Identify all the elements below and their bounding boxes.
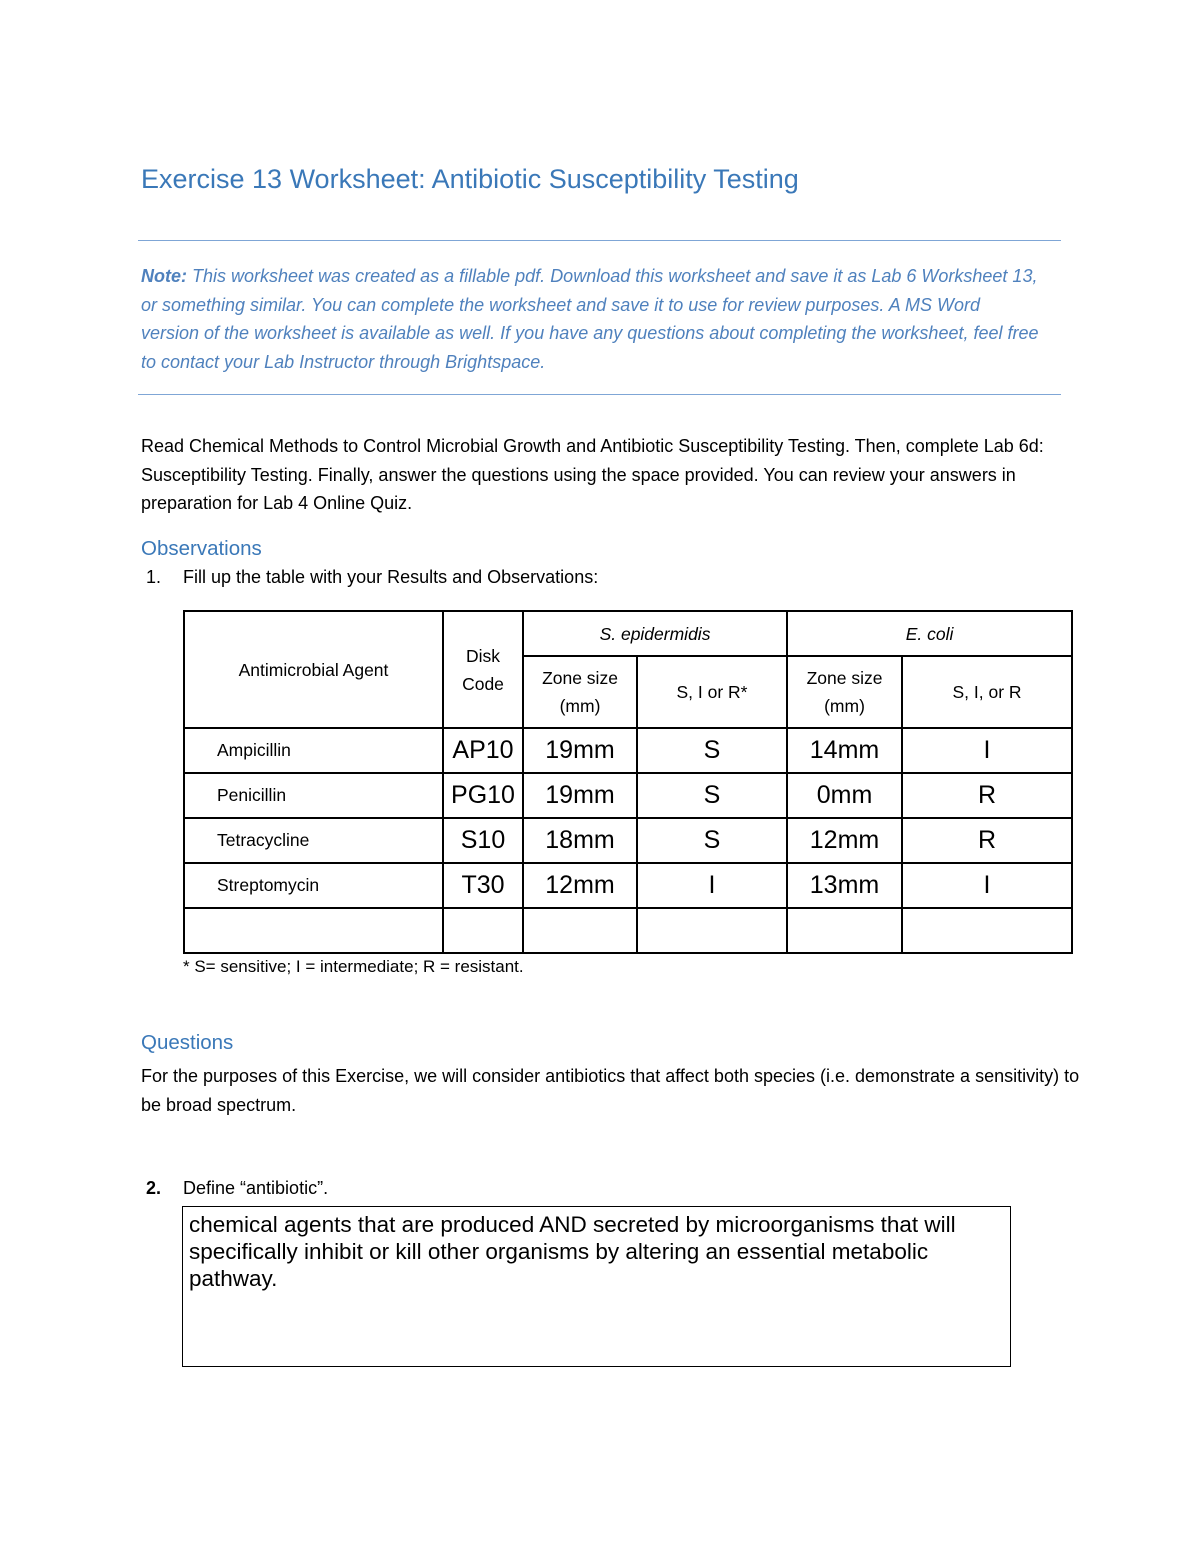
- table-row-empty: [184, 908, 1072, 953]
- table-row: [184, 818, 1072, 863]
- zone-size-2-field[interactable]: 13mm: [787, 863, 902, 908]
- empty-disk-code-field[interactable]: [443, 908, 523, 953]
- page-title: Exercise 13 Worksheet: Antibiotic Susceptibility Testing: [141, 164, 799, 194]
- empty-sir-1-field[interactable]: [637, 908, 787, 953]
- header-species-2: E. coli: [787, 611, 1072, 656]
- divider-top: [138, 240, 1061, 241]
- table-header-row: [184, 611, 1072, 656]
- zone-size-1-field[interactable]: 19mm: [523, 728, 637, 773]
- zone-size-1-field[interactable]: 12mm: [523, 863, 637, 908]
- note-text: This worksheet was created as a fillable pdf. Download this worksheet and save it as Lab 6 Worksheet 13, or something similar. You can complete the worksheet and save it to use for review purposes. A MS Word version of the worksheet is available as well. If you have any questions about completing the worksheet, feel free to contact your Lab Instructor through Brightspace.: [141, 266, 1039, 372]
- table-row: [184, 863, 1072, 908]
- question-2-answer-field[interactable]: chemical agents that are produced AND secreted by microorganisms that will specifically inhibit or kill other organisms by altering an essential metabolic pathway.: [182, 1206, 1011, 1367]
- question-2-text: Define “antibiotic”.: [183, 1178, 329, 1198]
- zone-size-2-field[interactable]: 0mm: [787, 773, 902, 818]
- sir-1-field[interactable]: I: [637, 863, 787, 908]
- sir-1-field[interactable]: S: [637, 818, 787, 863]
- header-zone-size-1: Zone size (mm): [523, 656, 637, 728]
- header-disk-code: Disk Code: [443, 611, 523, 728]
- zone-size-1-field[interactable]: 18mm: [523, 818, 637, 863]
- empty-agent-field[interactable]: [184, 908, 443, 953]
- header-zone-size-2: Zone size (mm): [787, 656, 902, 728]
- observations-heading: Observations: [141, 537, 262, 560]
- sir-2-field[interactable]: I: [902, 863, 1072, 908]
- question-2: [146, 1178, 328, 1199]
- empty-sir-2-field[interactable]: [902, 908, 1072, 953]
- agent-cell: Streptomycin: [184, 863, 443, 908]
- questions-heading: Questions: [141, 1031, 234, 1054]
- table-row: [184, 773, 1072, 818]
- note-paragraph: [141, 262, 1041, 376]
- sir-1-field[interactable]: S: [637, 773, 787, 818]
- header-species-1: S. epidermidis: [523, 611, 787, 656]
- sir-2-field[interactable]: R: [902, 818, 1072, 863]
- agent-cell: Tetracycline: [184, 818, 443, 863]
- disk-code-field[interactable]: PG10: [443, 773, 523, 818]
- sir-1-field[interactable]: S: [637, 728, 787, 773]
- results-table: [183, 610, 1073, 954]
- empty-zone-size-2-field[interactable]: [787, 908, 902, 953]
- empty-zone-size-1-field[interactable]: [523, 908, 637, 953]
- disk-code-field[interactable]: AP10: [443, 728, 523, 773]
- agent-cell: Penicillin: [184, 773, 443, 818]
- zone-size-1-field[interactable]: 19mm: [523, 773, 637, 818]
- questions-intro: For the purposes of this Exercise, we will consider antibiotics that affect both species (i.e. demonstrate a sensitivity) to be broad spectrum.: [141, 1066, 1080, 1115]
- table-row: [184, 728, 1072, 773]
- header-antimicrobial-agent: Antimicrobial Agent: [184, 611, 443, 728]
- sir-2-field[interactable]: R: [902, 773, 1072, 818]
- zone-size-2-field[interactable]: 12mm: [787, 818, 902, 863]
- note-label: Note:: [141, 266, 187, 286]
- divider-bottom: [138, 394, 1061, 395]
- header-sir-1: S, I or R*: [637, 656, 787, 728]
- zone-size-2-field[interactable]: 14mm: [787, 728, 902, 773]
- header-sir-2: S, I, or R: [902, 656, 1072, 728]
- disk-code-field[interactable]: T30: [443, 863, 523, 908]
- intro-paragraph: Read Chemical Methods to Control Microbial Growth and Antibiotic Susceptibility Testing. Then, complete Lab 6d: Susceptibility Testing. Finally, answer the questions using the space provided. You can review your answers in preparation for Lab 4 Online Quiz.: [141, 436, 1044, 513]
- question-1-number: 1.: [146, 567, 162, 587]
- question-2-number: 2.: [146, 1178, 162, 1198]
- question-1: [146, 567, 598, 588]
- sir-2-field[interactable]: I: [902, 728, 1072, 773]
- agent-cell: Ampicillin: [184, 728, 443, 773]
- disk-code-field[interactable]: S10: [443, 818, 523, 863]
- table-footnote: * S= sensitive; I = intermediate; R = resistant.: [183, 957, 524, 976]
- question-1-text: Fill up the table with your Results and Observations:: [183, 567, 599, 587]
